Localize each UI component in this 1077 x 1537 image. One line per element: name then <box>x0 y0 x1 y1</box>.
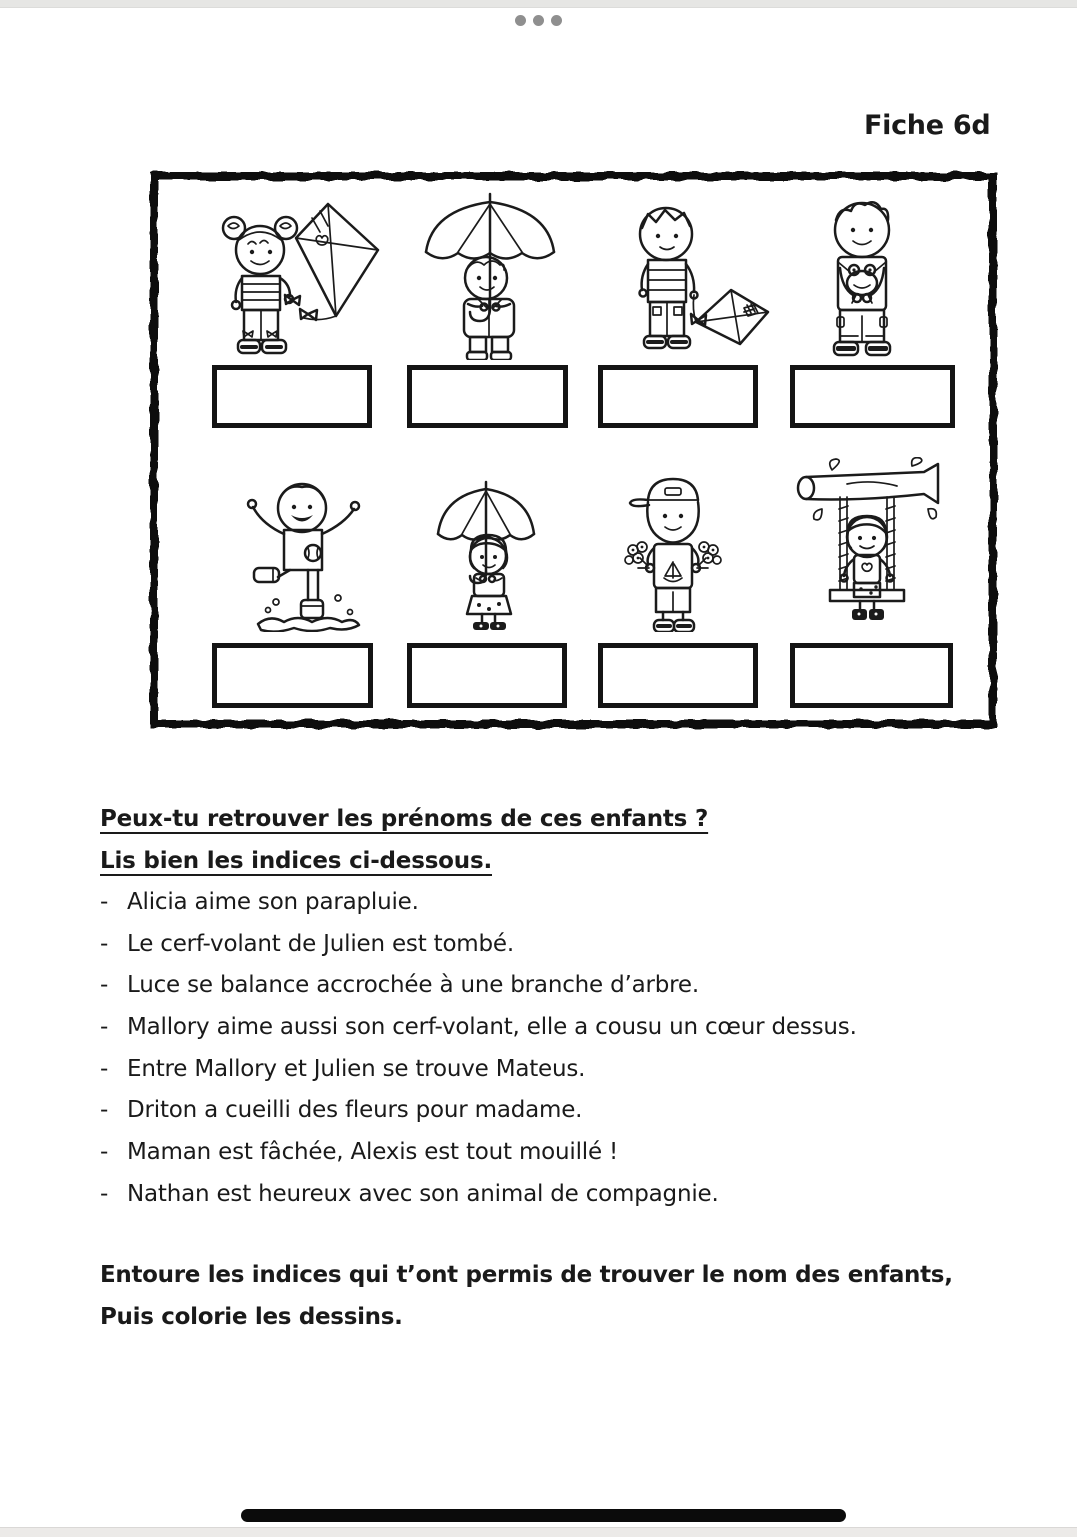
figure-boy-with-pet-frog <box>800 190 925 358</box>
home-indicator-bar[interactable] <box>241 1509 846 1522</box>
girl-with-umbrella-illustration <box>428 478 543 630</box>
clue-dash: - <box>100 931 109 957</box>
clue-text: Luce se balance accrochée à une branche d’arbre. <box>127 972 699 998</box>
clue-dash: - <box>100 1097 109 1123</box>
clue-dash: - <box>100 1014 109 1040</box>
answer-box-2[interactable] <box>407 365 568 428</box>
answer-box-5[interactable] <box>212 643 373 708</box>
clue-item-1 <box>100 889 419 915</box>
child-with-umbrella-illustration <box>418 190 563 360</box>
boy-with-fallen-kite-illustration <box>618 194 773 358</box>
boy-with-pet-frog-illustration <box>800 190 925 358</box>
girl-with-kite-illustration <box>208 198 383 358</box>
dot-icon <box>533 15 544 26</box>
clue-text: Driton a cueilli des fleurs pour madame. <box>127 1097 583 1123</box>
answer-box-4[interactable] <box>790 365 955 428</box>
clue-item-7 <box>100 1139 618 1165</box>
clue-item-2 <box>100 931 514 957</box>
clue-text: Le cerf-volant de Julien est tombé. <box>127 931 514 957</box>
sheet-title: Fiche 6d <box>864 110 991 141</box>
boy-with-flowers-illustration <box>618 470 728 632</box>
dot-icon <box>515 15 526 26</box>
clue-dash: - <box>100 1139 109 1165</box>
answer-box-3[interactable] <box>598 365 758 428</box>
answer-box-7[interactable] <box>598 643 758 708</box>
question-heading: Peux-tu retrouver les prénoms de ces enfants ? <box>100 806 709 832</box>
clue-item-5 <box>100 1056 585 1082</box>
top-bezel-strip <box>0 0 1077 8</box>
footer-instruction-line2: Puis colorie les dessins. <box>100 1304 403 1330</box>
clue-dash: - <box>100 972 109 998</box>
clue-item-8 <box>100 1181 719 1207</box>
dot-icon <box>551 15 562 26</box>
answer-box-1[interactable] <box>212 365 372 428</box>
clue-item-3 <box>100 972 699 998</box>
figure-girl-on-swing <box>792 457 942 625</box>
clue-text: Entre Mallory et Julien se trouve Mateus. <box>127 1056 586 1082</box>
worksheet-frame <box>150 172 997 728</box>
figure-boy-splashing-in-puddle <box>240 474 370 632</box>
read-clues-heading: Lis bien les indices ci-dessous. <box>100 848 492 874</box>
answer-box-6[interactable] <box>407 643 567 708</box>
figure-girl-with-umbrella <box>428 478 543 630</box>
girl-on-swing-illustration <box>792 457 942 625</box>
clue-text: Maman est fâchée, Alexis est tout mouillé ! <box>127 1139 619 1165</box>
clue-text: Mallory aime aussi son cerf-volant, elle a cousu un cœur dessus. <box>127 1014 857 1040</box>
clue-dash: - <box>100 889 109 915</box>
clue-text: Nathan est heureux avec son animal de compagnie. <box>127 1181 719 1207</box>
figure-boy-with-fallen-kite <box>618 194 773 358</box>
figure-girl-with-kite <box>208 198 383 358</box>
clue-text: Alicia aime son parapluie. <box>127 889 419 915</box>
clue-item-6 <box>100 1097 582 1123</box>
drag-handle-dots-icon[interactable] <box>0 15 1077 26</box>
boy-splashing-in-puddle-illustration <box>240 474 370 632</box>
clue-item-4 <box>100 1014 857 1040</box>
answer-box-8[interactable] <box>790 643 953 708</box>
footer-instruction-line1: Entoure les indices qui t’ont permis de trouver le nom des enfants, <box>100 1262 953 1288</box>
figure-child-with-umbrella <box>418 190 563 360</box>
clue-dash: - <box>100 1181 109 1207</box>
clue-dash: - <box>100 1056 109 1082</box>
figure-boy-with-flowers <box>618 470 728 632</box>
